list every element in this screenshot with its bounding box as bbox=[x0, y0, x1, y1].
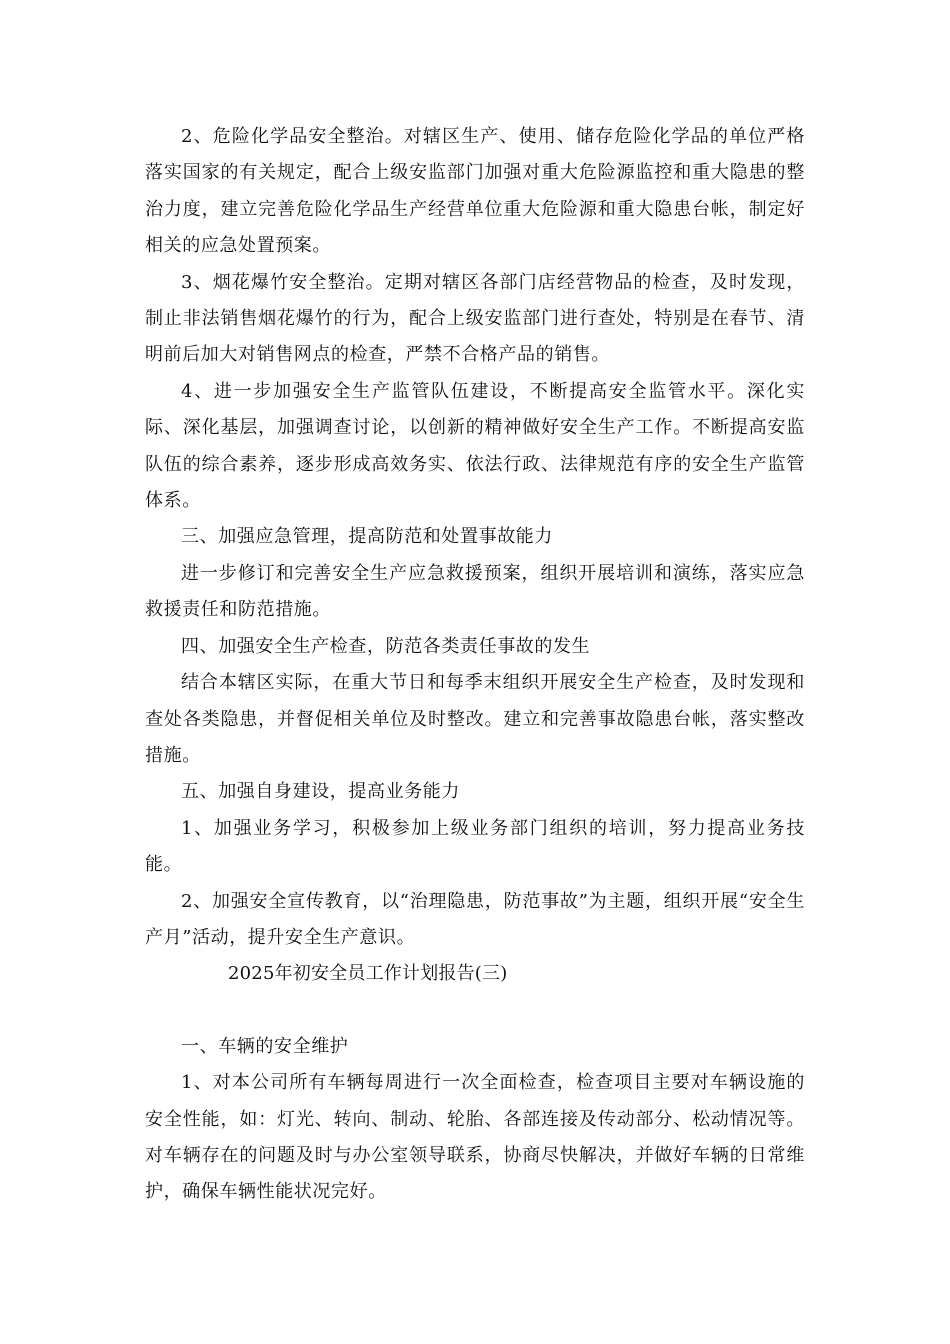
section-heading-self-building: 五、加强自身建设，提高业务能力 bbox=[181, 781, 460, 803]
section-heading-inspection: 四、加强安全生产检查，防范各类责任事故的发生 bbox=[181, 635, 591, 657]
paragraph-safety-education: 2、加强安全宣传教育，以“治理隐患，防范事故”为主题，组织开展“安全生产月”活动，提升安全生产意识。 bbox=[145, 890, 805, 948]
paragraph-emergency: 进一步修订和完善安全生产应急救援预案，组织开展培训和演练，落实应急救援责任和防范措施。 bbox=[145, 562, 805, 621]
section-heading-vehicle-safety: 一、车辆的安全维护 bbox=[181, 1035, 349, 1057]
document-title: 2025年初安全员工作计划报告(三) bbox=[228, 963, 508, 985]
paragraph-inspection: 结合本辖区实际，在重大节日和每季末组织开展安全生产检查，及时发现和查处各类隐患，并督促相关单位及时整改。建立和完善事故隐患台帐，落实整改措施。 bbox=[145, 672, 805, 766]
paragraph-fireworks: 3、烟花爆竹安全整治。定期对辖区各部门店经营物品的检查，及时发现，制止非法销售烟花爆竹的行为，配合上级安监部门进行查处，特别是在春节、清明前后加大对销售网点的检查，严禁不合格产品的销售。 bbox=[145, 271, 805, 366]
paragraph-business-learning: 1、加强业务学习，积极参加上级业务部门组织的培训，努力提高业务技能。 bbox=[145, 817, 805, 876]
title-spacer bbox=[145, 993, 805, 1029]
section-heading-emergency: 三、加强应急管理，提高防范和处置事故能力 bbox=[181, 526, 553, 548]
document-body bbox=[145, 119, 805, 1211]
paragraph-team-building: 4、进一步加强安全生产监管队伍建设，不断提高安全监管水平。深化实际、深化基层，加强调查讨论，以创新的精神做好安全生产工作。不断提高安监队伍的综合素养，逐步形成高效务实、依法行政、法律规范有序的安全生产监管体系。 bbox=[145, 380, 805, 512]
paragraph-vehicle-inspection: 1、对本公司所有车辆每周进行一次全面检查，检查项目主要对车辆设施的安全性能，如：灯光、转向、制动、轮胎、各部连接及传动部分、松动情况等。对车辆存在的问题及时与办公室领导联系，协商尽快解决，并做好车辆的日常维护，确保车辆性能状况完好。 bbox=[145, 1072, 805, 1203]
paragraph-hazardous-chemicals: 2、危险化学品安全整治。对辖区生产、使用、储存危险化学品的单位严格落实国家的有关规定，配合上级安监部门加强对重大危险源监控和重大隐患的整治力度，建立完善危险化学品生产经营单位重大危险源和重大隐患台帐，制定好相关的应急处置预案。 bbox=[145, 126, 805, 257]
